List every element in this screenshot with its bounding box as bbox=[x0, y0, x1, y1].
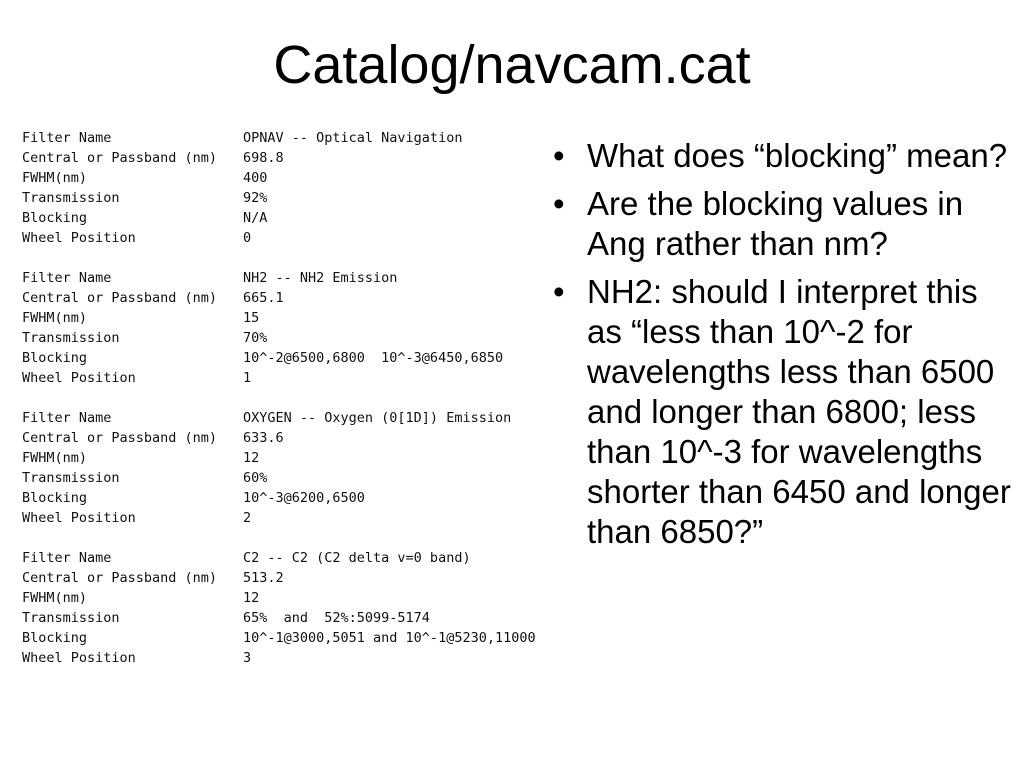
row-value: 65% and 52%:5099-5174 bbox=[243, 610, 430, 626]
catalog-row bbox=[22, 188, 562, 208]
bullet-text: Are the blocking values in Ang rather than nm? bbox=[587, 185, 964, 262]
row-key: Wheel Position bbox=[22, 650, 136, 666]
row-key: Central or Passband (nm) bbox=[22, 290, 218, 306]
catalog-row bbox=[22, 408, 562, 428]
catalog-row bbox=[22, 608, 562, 628]
catalog-row bbox=[22, 308, 562, 328]
row-value: OXYGEN -- Oxygen (0[1D]) Emission bbox=[243, 410, 512, 426]
row-value: N/A bbox=[243, 210, 268, 226]
row-key: Blocking bbox=[22, 350, 88, 366]
bullet-text: What does “blocking” mean? bbox=[587, 137, 1008, 174]
row-key: Transmission bbox=[22, 190, 120, 206]
row-value: 1 bbox=[243, 370, 252, 386]
row-value: 2 bbox=[243, 510, 252, 526]
bullet-list bbox=[547, 136, 1017, 560]
catalog-row bbox=[22, 168, 562, 188]
row-value: 633.6 bbox=[243, 430, 284, 446]
filter-block bbox=[22, 268, 562, 388]
row-key: Central or Passband (nm) bbox=[22, 570, 218, 586]
bullet-item bbox=[547, 184, 1017, 264]
catalog-row bbox=[22, 328, 562, 348]
bullet-item bbox=[547, 272, 1017, 552]
row-key: FWHM(nm) bbox=[22, 310, 88, 326]
row-value: 665.1 bbox=[243, 290, 284, 306]
row-value: 92% bbox=[243, 190, 268, 206]
slide-title: Catalog/navcam.cat bbox=[273, 35, 751, 95]
catalog-row bbox=[22, 588, 562, 608]
row-key: Transmission bbox=[22, 610, 120, 626]
row-key: Wheel Position bbox=[22, 510, 136, 526]
bullet-dot-icon: • bbox=[553, 273, 565, 310]
row-key: Wheel Position bbox=[22, 230, 136, 246]
row-value: 12 bbox=[243, 450, 260, 466]
catalog-row bbox=[22, 368, 562, 388]
bullet-dot-icon: • bbox=[553, 137, 565, 174]
row-key: Blocking bbox=[22, 210, 88, 226]
catalog-listing bbox=[22, 128, 562, 688]
catalog-row bbox=[22, 488, 562, 508]
row-key: Filter Name bbox=[22, 410, 112, 426]
catalog-row bbox=[22, 268, 562, 288]
row-key: Filter Name bbox=[22, 270, 112, 286]
catalog-row bbox=[22, 288, 562, 308]
catalog-row bbox=[22, 508, 562, 528]
catalog-row bbox=[22, 468, 562, 488]
catalog-row bbox=[22, 128, 562, 148]
row-value: 10^-2@6500,6800 10^-3@6450,6850 bbox=[243, 350, 504, 366]
row-key: Transmission bbox=[22, 470, 120, 486]
catalog-row bbox=[22, 348, 562, 368]
row-key: FWHM(nm) bbox=[22, 170, 88, 186]
catalog-row bbox=[22, 648, 562, 668]
row-value: 10^-1@3000,5051 and 10^-1@5230,11000 bbox=[243, 630, 536, 646]
row-key: Wheel Position bbox=[22, 370, 136, 386]
catalog-row bbox=[22, 208, 562, 228]
catalog-row bbox=[22, 448, 562, 468]
row-key: Filter Name bbox=[22, 130, 112, 146]
row-key: Blocking bbox=[22, 630, 88, 646]
row-value: 698.8 bbox=[243, 150, 284, 166]
row-key: Central or Passband (nm) bbox=[22, 430, 218, 446]
row-value: 0 bbox=[243, 230, 252, 246]
row-value: 3 bbox=[243, 650, 252, 666]
row-value: 60% bbox=[243, 470, 268, 486]
row-value: 10^-3@6200,6500 bbox=[243, 490, 365, 506]
row-value: 12 bbox=[243, 590, 260, 606]
filter-block bbox=[22, 128, 562, 248]
row-value: NH2 -- NH2 Emission bbox=[243, 270, 398, 286]
row-key: Central or Passband (nm) bbox=[22, 150, 218, 166]
bullet-dot-icon: • bbox=[553, 185, 565, 222]
row-value: 15 bbox=[243, 310, 260, 326]
catalog-row bbox=[22, 628, 562, 648]
catalog-row bbox=[22, 568, 562, 588]
catalog-row bbox=[22, 548, 562, 568]
row-key: Blocking bbox=[22, 490, 88, 506]
catalog-row bbox=[22, 228, 562, 248]
filter-block bbox=[22, 408, 562, 528]
bullet-item bbox=[547, 136, 1017, 176]
row-key: FWHM(nm) bbox=[22, 450, 88, 466]
row-key: FWHM(nm) bbox=[22, 590, 88, 606]
row-value: 70% bbox=[243, 330, 268, 346]
row-value: C2 -- C2 (C2 delta v=0 band) bbox=[243, 550, 471, 566]
row-value: 400 bbox=[243, 170, 268, 186]
row-key: Filter Name bbox=[22, 550, 112, 566]
bullet-text: NH2: should I interpret this as “less than 10^-2 for wavelengths less than 6500 and longer than 6800; less than 10^-3 for wavelengths shorter than 6450 and longer than 6850?” bbox=[587, 273, 1011, 550]
catalog-row bbox=[22, 428, 562, 448]
row-key: Transmission bbox=[22, 330, 120, 346]
filter-block bbox=[22, 548, 562, 668]
row-value: 513.2 bbox=[243, 570, 284, 586]
catalog-row bbox=[22, 148, 562, 168]
row-value: OPNAV -- Optical Navigation bbox=[243, 130, 463, 146]
